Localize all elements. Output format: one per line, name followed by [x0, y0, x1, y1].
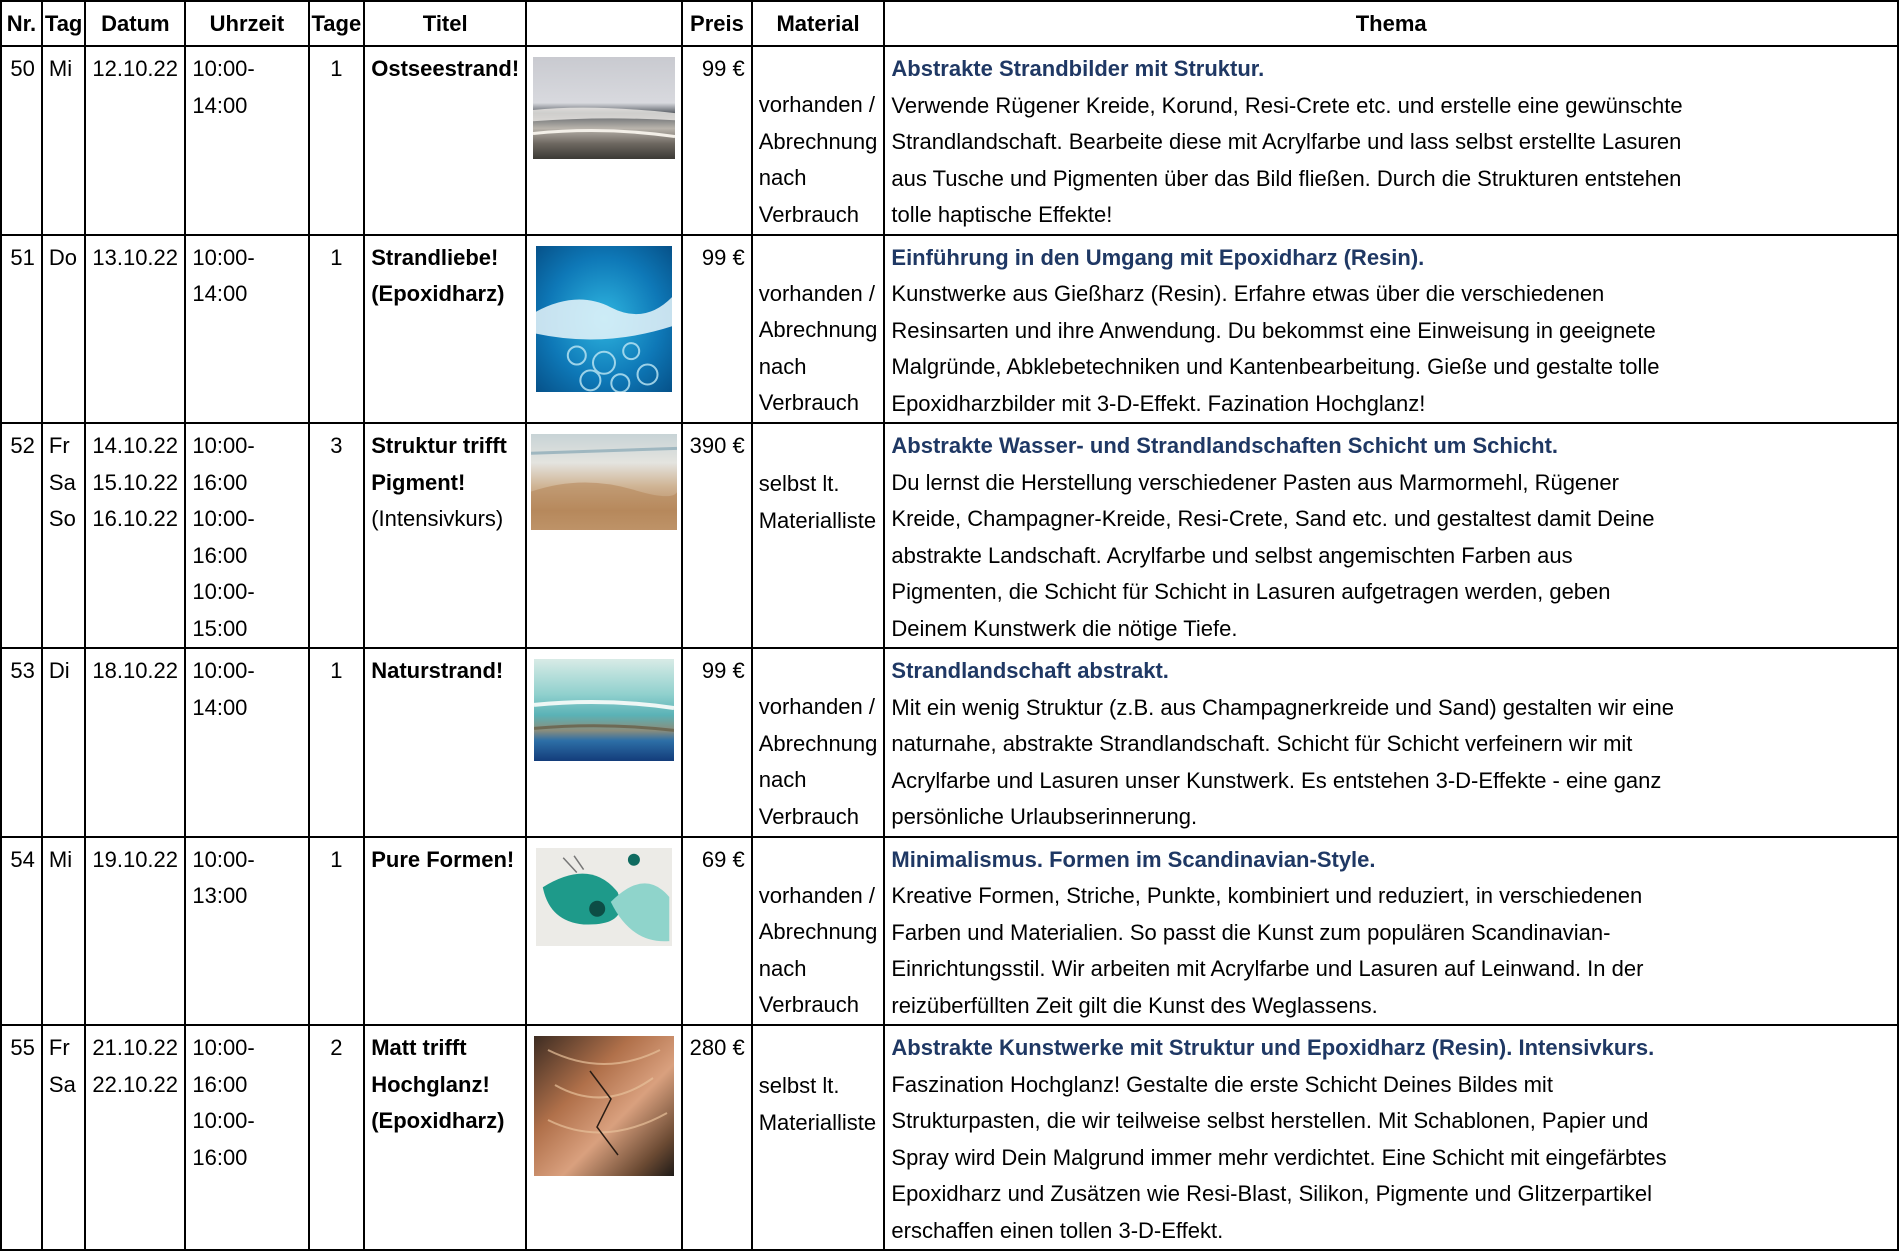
cell-line: 10:00-13:00	[192, 846, 255, 908]
thema-cell	[884, 648, 1898, 837]
cell-line: Farben und Materialien. So passt die Kunst zum populären Scandinavian-	[891, 919, 1611, 945]
tage-value: 2	[330, 1035, 343, 1060]
preis-cell	[682, 648, 752, 837]
material-cell	[752, 1025, 885, 1250]
preis-value: 390 €	[689, 433, 745, 458]
cell-line: Sa	[48, 1071, 76, 1097]
titel-cell	[364, 235, 526, 424]
nr-cell	[1, 1025, 42, 1250]
tage-value: 1	[330, 244, 343, 270]
tag-cell	[42, 1025, 85, 1250]
cell-line: Kreative Formen, Striche, Punkte, kombiniert und reduziert, in verschiedenen	[891, 883, 1643, 908]
titel-cell	[364, 648, 526, 837]
titel-cell	[364, 837, 526, 1026]
tage-value: 1	[330, 658, 343, 683]
thema-cell	[884, 46, 1898, 235]
uhrzeit-cell	[185, 648, 308, 837]
cell-line: Matt trifft	[371, 1035, 467, 1060]
cell-line: abstrakte Landschaft. Acrylfarbe und selbst angemischten Farben aus	[891, 542, 1573, 568]
uhrzeit-cell	[185, 46, 308, 235]
nr-value: 51	[10, 244, 35, 270]
header-uhrzeit: Uhrzeit	[185, 1, 308, 46]
preis-cell	[682, 423, 752, 648]
tage-value: 3	[330, 433, 343, 458]
cell-line: reizüberfüllten Zeit gilt die Kunst des Weglassens.	[891, 992, 1378, 1018]
titel-cell	[364, 46, 526, 235]
cell-line: Fr	[48, 1035, 70, 1060]
table-row	[1, 648, 1898, 837]
cell-line: 15.10.22	[92, 469, 179, 495]
preis-value: 69 €	[701, 846, 745, 872]
cell-line: vorhanden /	[758, 92, 875, 117]
cell-line: Abrechnung	[758, 919, 878, 944]
cell-line: Strukturpasten, die wir teilweise selbst herstellen. Mit Schablonen, Papier und	[891, 1108, 1649, 1133]
datum-cell	[85, 837, 185, 1026]
datum-cell	[85, 648, 185, 837]
cell-line: nach	[758, 955, 807, 981]
datum-cell	[85, 46, 185, 235]
tag-cell	[42, 46, 85, 235]
cell-line: Resinsarten und ihre Anwendung. Du bekommst eine Einweisung in geeignete	[891, 317, 1656, 343]
cell-line: Verbrauch	[758, 201, 860, 227]
titel-cell	[364, 423, 526, 648]
cell-line: Malgründe, Abklebetechniken und Kantenbearbeitung. Gieße und gestalte tolle	[891, 354, 1660, 379]
cell-line: Di	[48, 658, 70, 683]
cell-line: selbst lt.	[758, 1073, 840, 1098]
datum-cell	[85, 235, 185, 424]
image-cell	[526, 235, 682, 424]
datum-cell	[85, 1025, 185, 1250]
tage-value: 1	[330, 846, 343, 872]
thema-heading: Einführung in den Umgang mit Epoxidharz (Resin).	[891, 244, 1425, 270]
thema-heading: Abstrakte Kunstwerke mit Struktur und Epoxidharz (Resin). Intensivkurs.	[891, 1035, 1655, 1060]
table-row	[1, 235, 1898, 424]
cell-line: Naturstrand!	[371, 658, 504, 683]
nr-cell	[1, 423, 42, 648]
minimal-shapes-painting-image	[536, 848, 672, 946]
cell-line: naturnahe, abstrakte Strandlandschaft. Schicht für Schicht verfeinern wir mit	[891, 731, 1633, 756]
uhrzeit-cell	[185, 423, 308, 648]
nr-cell	[1, 235, 42, 424]
thema-heading: Strandlandschaft abstrakt.	[891, 658, 1169, 683]
uhrzeit-cell	[185, 1025, 308, 1250]
table-row	[1, 423, 1898, 648]
cell-line: Verbrauch	[758, 992, 860, 1017]
cell-line: Ostseestrand!	[371, 56, 520, 81]
cell-line: Materialliste	[758, 507, 877, 533]
dune-painting-image	[531, 434, 677, 530]
preis-value: 280 €	[689, 1035, 745, 1060]
header-tage: Tage	[309, 1, 365, 46]
turquoise-beach-painting-image	[534, 659, 674, 761]
preis-cell	[682, 46, 752, 235]
header-bild	[526, 1, 682, 46]
cell-line: aus Tusche und Pigmenten über das Bild fließen. Durch die Strukturen entstehen	[891, 165, 1682, 191]
uhrzeit-cell	[185, 837, 308, 1026]
thema-heading: Abstrakte Wasser- und Strandlandschaften Schicht um Schicht.	[891, 433, 1559, 458]
nr-value: 53	[10, 658, 35, 683]
tage-cell	[309, 837, 365, 1026]
tag-cell	[42, 423, 85, 648]
cell-line: 10:00-14:00	[192, 244, 255, 306]
cell-line: (Epoxidharz)	[371, 281, 505, 306]
cell-line: Faszination Hochglanz! Gestalte die erste Schicht Deines Bildes mit	[891, 1071, 1553, 1097]
cell-line: Pigment!	[371, 469, 466, 495]
cell-line: vorhanden /	[758, 882, 875, 908]
cell-line: 22.10.22	[92, 1071, 179, 1097]
cell-line: Abrechnung	[758, 128, 878, 154]
table-row	[1, 1025, 1898, 1250]
cell-line: Acrylfarbe und Lasuren unser Kunstwerk. Es entstehen 3-D-Effekte - eine ganz	[891, 767, 1662, 793]
cell-line: erschaffen einen tollen 3-D-Effekt.	[891, 1217, 1224, 1243]
header-titel: Titel	[364, 1, 526, 46]
thema-cell	[884, 423, 1898, 648]
cell-line: 18.10.22	[92, 658, 179, 683]
cell-line: 19.10.22	[92, 846, 179, 872]
thema-cell	[884, 837, 1898, 1026]
cell-line: Einrichtungsstil. Wir arbeiten mit Acrylfarbe und Lasuren auf Leinwand. In der	[891, 956, 1644, 981]
tage-cell	[309, 423, 365, 648]
tage-value: 1	[330, 56, 343, 81]
cell-line: Abrechnung	[758, 317, 878, 342]
cell-line: Materialliste	[758, 1109, 877, 1135]
header-datum: Datum	[85, 1, 185, 46]
header-material: Material	[752, 1, 885, 46]
cell-line: Pure Formen!	[371, 846, 515, 872]
nr-value: 55	[10, 1035, 35, 1060]
cell-line: 16.10.22	[92, 506, 179, 531]
cell-line: nach	[758, 165, 807, 190]
thema-heading: Abstrakte Strandbilder mit Struktur.	[891, 56, 1265, 81]
cell-line: 10:00-14:00	[192, 658, 255, 720]
cell-line: selbst lt.	[758, 471, 840, 496]
header-nr: Nr.	[1, 1, 42, 46]
image-cell	[526, 837, 682, 1026]
table-row	[1, 837, 1898, 1026]
tage-cell	[309, 235, 365, 424]
cell-line: Do	[48, 244, 78, 270]
image-cell	[526, 46, 682, 235]
cell-line: nach	[758, 767, 807, 792]
cell-line: Pigmenten, die Schicht für Schicht in Lasuren aufgetragen werden, geben	[891, 579, 1611, 604]
cell-line: 10:00-15:00	[192, 579, 255, 641]
thema-cell	[884, 1025, 1898, 1250]
tage-cell	[309, 1025, 365, 1250]
tag-cell	[42, 235, 85, 424]
image-cell	[526, 1025, 682, 1250]
cell-line: Epoxidharzbilder mit 3-D-Effekt. Fazination Hochglanz!	[891, 390, 1426, 416]
tag-cell	[42, 648, 85, 837]
cell-line: nach	[758, 353, 807, 379]
cell-line: 13.10.22	[92, 244, 179, 270]
cell-line: Strandliebe!	[371, 244, 499, 270]
cell-line: Hochglanz!	[371, 1071, 490, 1097]
cell-line: Kunstwerke aus Gießharz (Resin). Erfahre etwas über die verschiedenen	[891, 281, 1605, 306]
uhrzeit-cell	[185, 235, 308, 424]
cell-line: (Epoxidharz)	[371, 1108, 505, 1133]
tage-cell	[309, 648, 365, 837]
tag-cell	[42, 837, 85, 1026]
datum-cell	[85, 423, 185, 648]
preis-cell	[682, 235, 752, 424]
cell-line: Mi	[48, 846, 73, 872]
material-cell	[752, 46, 885, 235]
cell-line: Strandlandschaft. Bearbeite diese mit Acrylfarbe und lass selbst erstellte Lasuren	[891, 129, 1682, 154]
cell-line: 10:00-14:00	[192, 56, 255, 118]
cell-line: tolle haptische Effekte!	[891, 202, 1113, 227]
preis-cell	[682, 1025, 752, 1250]
titel-cell	[364, 1025, 526, 1250]
copper-texture-painting-image	[534, 1036, 674, 1176]
cell-line: Deinem Kunstwerk die nötige Tiefe.	[891, 615, 1238, 641]
cell-line: Mi	[48, 56, 73, 81]
header-thema: Thema	[884, 1, 1898, 46]
cell-line: Abrechnung	[758, 730, 878, 756]
cell-line: Epoxidharz und Zusätzen wie Resi-Blast, Silikon, Pigmente und Glitzerpartikel	[891, 1181, 1652, 1206]
header-row	[1, 1, 1898, 46]
table-row	[1, 46, 1898, 235]
thema-cell	[884, 235, 1898, 424]
nr-cell	[1, 46, 42, 235]
cell-line: Kreide, Champagner-Kreide, Resi-Crete, Sand etc. und gestaltest damit Deine	[891, 506, 1655, 531]
cell-line: Sa	[48, 469, 76, 495]
cell-line: vorhanden /	[758, 694, 875, 719]
cell-line: Struktur trifft	[371, 433, 507, 458]
thema-heading: Minimalismus. Formen im Scandinavian-Style.	[891, 846, 1376, 872]
preis-value: 99 €	[701, 658, 745, 683]
cell-line: 12.10.22	[92, 56, 179, 81]
cell-line: 10:00-16:00	[192, 433, 255, 495]
material-cell	[752, 423, 885, 648]
cell-line: Mit ein wenig Struktur (z.B. aus Champagnerkreide und Sand) gestalten wir eine	[891, 694, 1675, 720]
nr-cell	[1, 837, 42, 1026]
cell-line: persönliche Urlaubserinnerung.	[891, 804, 1198, 829]
beach-painting-grey-image	[533, 57, 675, 159]
cell-line: (Intensivkurs)	[371, 506, 504, 531]
image-cell	[526, 423, 682, 648]
cell-line: 10:00-16:00	[192, 506, 255, 568]
cell-line: Spray wird Dein Malgrund immer mehr verdichtet. Eine Schicht mit eingefärbtes	[891, 1144, 1667, 1170]
cell-line: So	[48, 506, 76, 531]
cell-line: Du lernst die Herstellung verschiedener Pasten aus Marmormehl, Rügener	[891, 469, 1619, 495]
preis-value: 99 €	[701, 244, 745, 270]
cell-line: vorhanden /	[758, 280, 875, 306]
cell-line: 21.10.22	[92, 1035, 179, 1060]
cell-line: Verbrauch	[758, 390, 860, 415]
header-preis: Preis	[682, 1, 752, 46]
nr-value: 54	[10, 846, 35, 872]
cell-line: Fr	[48, 433, 70, 458]
header-tag: Tag	[42, 1, 85, 46]
cell-line: Verwende Rügener Kreide, Korund, Resi-Crete etc. und erstelle eine gewünschte	[891, 92, 1683, 118]
nr-value: 52	[10, 433, 35, 458]
material-cell	[752, 648, 885, 837]
cell-line: 10:00-16:00	[192, 1108, 255, 1170]
nr-value: 50	[10, 56, 35, 81]
material-cell	[752, 235, 885, 424]
cell-line: Verbrauch	[758, 803, 860, 829]
resin-ocean-painting-image	[536, 246, 672, 392]
cell-line: 14.10.22	[92, 433, 179, 458]
material-cell	[752, 837, 885, 1026]
nr-cell	[1, 648, 42, 837]
preis-value: 99 €	[701, 56, 745, 81]
preis-cell	[682, 837, 752, 1026]
tage-cell	[309, 46, 365, 235]
cell-line: 10:00-16:00	[192, 1035, 255, 1097]
image-cell	[526, 648, 682, 837]
